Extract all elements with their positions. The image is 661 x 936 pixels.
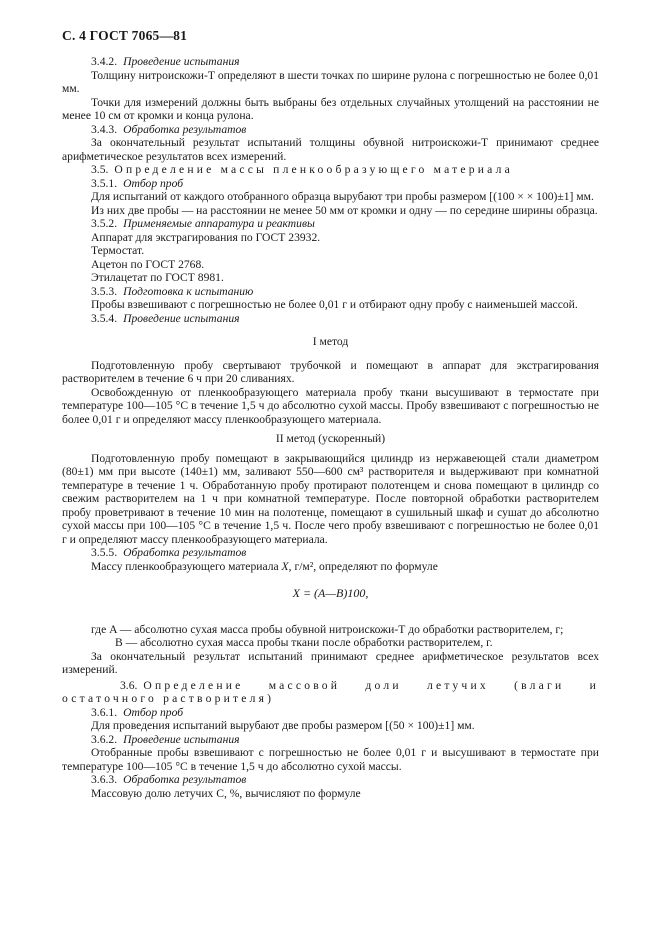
formula-legend-b: B — абсолютно сухая масса пробы ткани после обработки растворителем, г.	[115, 636, 493, 649]
formula-legend-a: где A — абсолютно сухая масса пробы обувной нитроискожи-Т до обработки растворителем, г;	[91, 622, 564, 636]
method-2-heading: II метод (ускоренный)	[275, 432, 386, 445]
equipment-item: Термостат.	[91, 244, 145, 257]
paragraph-3-5-3: Пробы взвешивают с погрешностью не более 0,01 г и отбирают одну пробу с наименьшей массой.	[91, 298, 578, 311]
document-body	[62, 55, 599, 800]
page-header: С. 4 ГОСТ 7065—81	[62, 28, 188, 43]
paragraph-3-5-1-a: Для испытаний от каждого отобранного образца вырубают три пробы размером [(100 × × 100)±1] мм.	[91, 190, 594, 203]
paragraph-3-6-3: Массовую долю летучих C, %, вычисляют по формуле	[91, 786, 361, 800]
section-3-5-3-heading: 3.5.3. Подготовка к испытанию	[91, 284, 254, 298]
paragraph-3-6-1: Для проведения испытаний вырубают две пробы размером [(50 × 100)±1] мм.	[91, 719, 475, 732]
paragraph-3-5-1-b: Из них две пробы — на расстоянии не менее 50 мм от кромки и одну — по середине ширины образца.	[91, 203, 598, 217]
equipment-item: Этилацетат по ГОСТ 8981.	[91, 271, 224, 284]
section-3-5-5-heading: 3.5.5. Обработка результатов	[91, 546, 247, 559]
paragraph-method-1-b: Освобожденную от пленкообразующего материала пробу ткани высушивают в термостате при температуре 100—105 °С в течение 1,5 ч до абсолютно сухой массы. Пробу взвешивают с погрешностью не более 0,01 г и определяют массу пленкообразующего материала.	[62, 385, 599, 426]
section-3-6-1-heading: 3.6.1. Отбор проб	[91, 705, 184, 719]
equipment-item: Ацетон по ГОСТ 2768.	[91, 257, 205, 271]
equipment-item: Аппарат для экстрагирования по ГОСТ 23932.	[91, 230, 321, 244]
paragraph-3-6-2: Отобранные пробы взвешивают с погрешностью не более 0,01 г и высушивают в термостате при температуре 100—105 °С в течение 1,5 ч до абсолютно сухой массы.	[62, 746, 599, 773]
section-3-6-heading: 3.6. Определение массовой доли летучих (влаги и остаточного растворителя)	[62, 678, 599, 705]
paragraph-3-5-5: Массу пленкообразующего материала X, г/м², определяют по формуле	[91, 559, 438, 573]
paragraph-method-1-a: Подготовленную пробу свертывают трубочкой и помещают в аппарат для экстрагирования растворителем в течение 6 ч при 20 сливаниях.	[62, 358, 599, 385]
paragraph-3-4-2-b: Точки для измерений должны быть выбраны без отдельных случайных утолщений на расстоянии не менее 10 см от кромки и конца рулона.	[62, 95, 599, 122]
section-3-6-2-heading: 3.6.2. Проведение испытания	[91, 732, 240, 746]
section-3-4-3-heading: 3.4.3. Обработка результатов	[91, 122, 247, 136]
section-3-6-3-heading: 3.6.3. Обработка результатов	[91, 773, 247, 786]
section-3-5-4-heading: 3.5.4. Проведение испытания	[91, 311, 240, 325]
section-3-4-2-heading: 3.4.2. Проведение испытания	[91, 55, 240, 68]
paragraph-3-5-5-final: За окончательный результат испытаний принимают среднее арифметическое результатов всех измерений.	[62, 649, 599, 676]
section-3-5-1-heading: 3.5.1. Отбор проб	[91, 176, 184, 190]
formula-mass: X = (A—B)100,	[292, 586, 369, 600]
section-3-5-heading: 3.5. Определение массы пленкообразующего материала	[91, 163, 513, 176]
paragraph-method-2: Подготовленную пробу помещают в закрывающийся цилиндр из нержавеющей стали диаметром (80±1) мм при высоте (140±1) мм, заливают 550—600 см³ растворителя и выдерживают при комнатной температуре в течение 1 ч. Обработанную пробу протирают полотенцем и снова помещают в цилиндр со свежим растворителем на 1 ч при комнатной температуре. После повторной обработки растворителем пробу проветривают в течение 10 мин на полотенце, помещают в сушильный шкаф и сушат до абсолютно сухой массы при 100—105 °С в течение 1,5 ч. После чего пробу взвешивают с погрешностью не более 0,01 г и определяют массу пленкообразующего материала.	[62, 451, 599, 546]
section-3-5-2-heading: 3.5.2. Применяемые аппаратура и реактивы	[91, 217, 315, 230]
paragraph-3-4-2-a: Толщину нитроискожи-Т определяют в шести точках по ширине рулона с погрешностью не более 0,01 мм.	[62, 68, 599, 95]
method-1-heading: I метод	[312, 335, 349, 348]
paragraph-3-4-3: За окончательный результат испытаний толщины обувной нитроискожи-Т принимают среднее арифметическое результатов всех измерений.	[62, 136, 599, 163]
